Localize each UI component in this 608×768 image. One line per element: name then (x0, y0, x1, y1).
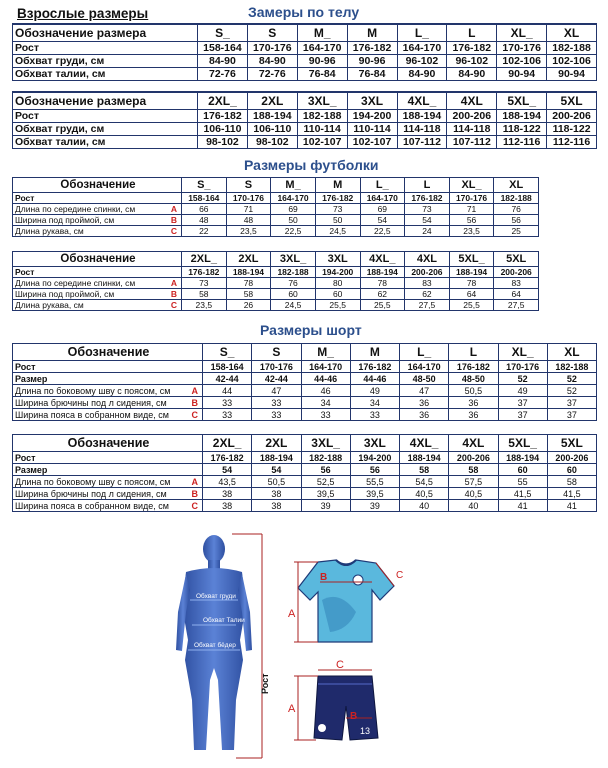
size-header-cell: M (347, 24, 397, 41)
size-header-cell: XL_ (497, 24, 547, 41)
table-cell: 188-194 (498, 452, 547, 464)
table-cell: 176-182 (198, 109, 248, 122)
table-cell: 44 (203, 385, 252, 397)
shorts-mark-b: B (350, 711, 358, 722)
table-cell: 38 (203, 500, 252, 512)
table-cell: 176-182 (347, 41, 397, 54)
table-cell: 26 (226, 300, 271, 311)
table-cell: 84-90 (397, 67, 447, 80)
table-cell: 170-176 (252, 361, 301, 373)
table-cell: 54 (405, 215, 450, 226)
table-cell: 36 (400, 409, 449, 421)
table-cell: 98-102 (247, 135, 297, 148)
table-cell: 42-44 (252, 373, 301, 385)
table-cell: 182-188 (271, 267, 316, 278)
table-cell: 23,5 (182, 300, 227, 311)
size-header-cell: L (447, 24, 497, 41)
table-cell: 38 (252, 500, 301, 512)
shorts-number: 13 (360, 726, 371, 736)
table-cell: 76 (271, 278, 316, 289)
row-label: Длина по боковому шву с поясом, см (15, 476, 171, 487)
table-cell: 107-112 (447, 135, 497, 148)
table-cell: 41 (498, 500, 547, 512)
section-title-shorts: Размеры шорт (260, 322, 362, 338)
table-cell: 46 (301, 385, 350, 397)
section-title-tshirt: Размеры футболки (244, 157, 379, 173)
table-cell: 36 (449, 409, 498, 421)
table-cell: 27,5 (405, 300, 450, 311)
size-header-cell: 5XL (547, 92, 597, 109)
table-cell: 42-44 (203, 373, 252, 385)
size-header-cell: XL (547, 344, 596, 361)
size-header-label: Обозначение (13, 344, 203, 361)
table-cell: 164-170 (297, 41, 347, 54)
table-cell: 44-46 (301, 373, 350, 385)
table-cell: 194-200 (315, 267, 360, 278)
waist-label: Обхват Талии (203, 617, 245, 624)
table-cell: 83 (405, 278, 450, 289)
row-label: Рост (15, 41, 39, 54)
row-label: Ширина пояса в собранном виде, см (15, 500, 169, 511)
table-cell: 158-164 (203, 361, 252, 373)
table-cell: 71 (226, 204, 271, 215)
table-cell: 54 (360, 215, 405, 226)
row-label: Рост (15, 193, 35, 203)
measure-mark: C (191, 409, 198, 420)
table-cell: 48 (182, 215, 227, 226)
table-cell: 22,5 (271, 226, 316, 237)
table-cell: 40,5 (449, 488, 498, 500)
table-cell: 33 (203, 409, 252, 421)
table-cell: 40 (449, 500, 498, 512)
table-cell: 24 (405, 226, 450, 237)
table-cell: 57,5 (449, 476, 498, 488)
table-cell: 24,5 (271, 300, 316, 311)
table-cell: 60 (547, 464, 596, 476)
table-cell: 114-118 (397, 122, 447, 135)
table-cell: 40 (400, 500, 449, 512)
table-cell: 69 (271, 204, 316, 215)
table-cell: 50,5 (252, 476, 301, 488)
table-cell: 39 (350, 500, 399, 512)
table-cell: 25,5 (449, 300, 494, 311)
table-cell: 200-206 (494, 267, 539, 278)
size-header-cell: 4XL_ (397, 92, 447, 109)
table-cell: 176-182 (315, 193, 360, 204)
size-header-cell: 3XL_ (297, 92, 347, 109)
size-header-cell: M (315, 178, 360, 193)
size-header-cell: L (405, 178, 450, 193)
table-cell: 200-206 (405, 267, 450, 278)
table-cell: 73 (405, 204, 450, 215)
size-header-label: Обозначение (13, 252, 182, 267)
table-cell: 176-182 (449, 361, 498, 373)
measure-mark: A (191, 476, 198, 487)
size-header-cell: 2XL_ (182, 252, 227, 267)
table-cell: 170-176 (226, 193, 271, 204)
table-cell: 176-182 (203, 452, 252, 464)
table-cell: 52 (547, 373, 596, 385)
table-cell: 182-188 (301, 452, 350, 464)
table-cell: 38 (203, 488, 252, 500)
page-title: Взрослые размеры (17, 6, 149, 21)
table-cell: 52 (498, 373, 547, 385)
table-cell: 188-194 (497, 109, 547, 122)
table-cell: 200-206 (447, 109, 497, 122)
size-header-cell: 4XL (405, 252, 450, 267)
row-label: Длина по середине спинки, см (15, 278, 136, 288)
table-cell: 83 (494, 278, 539, 289)
row-label: Длина по боковому шву с поясом, см (15, 385, 171, 396)
table-cell: 56 (350, 464, 399, 476)
measure-mark: C (170, 226, 177, 236)
size-header-cell: 3XL_ (271, 252, 316, 267)
size-header-cell: 5XL_ (449, 252, 494, 267)
table-cell: 33 (252, 409, 301, 421)
table-cell: 55,5 (350, 476, 399, 488)
row-label: Размер (15, 464, 48, 475)
table-cell: 23,5 (449, 226, 494, 237)
size-header-cell: 2XL_ (198, 92, 248, 109)
table-cell: 37 (547, 397, 596, 409)
table-cell: 33 (350, 409, 399, 421)
table-cell: 73 (182, 278, 227, 289)
table-cell: 33 (203, 397, 252, 409)
size-header-cell: 3XL (347, 92, 397, 109)
size-header-cell: 5XL (547, 435, 596, 452)
row-label: Обхват талии, см (15, 135, 106, 148)
table-cell: 176-182 (405, 193, 450, 204)
size-header-cell: XL (547, 24, 597, 41)
table-cell: 182-188 (494, 193, 539, 204)
table-cell: 33 (301, 409, 350, 421)
size-header-cell: XL (494, 178, 539, 193)
table-cell: 36 (400, 397, 449, 409)
measure-mark: B (191, 488, 198, 499)
table-cell: 84-90 (198, 54, 248, 67)
table-cell: 158-164 (198, 41, 248, 54)
table-cell: 188-194 (397, 109, 447, 122)
table-cell: 44-46 (350, 373, 399, 385)
table-cell: 90-94 (547, 67, 597, 80)
size-header-cell: 2XL (247, 92, 297, 109)
table-cell: 176-182 (182, 267, 227, 278)
table-cell: 48-50 (449, 373, 498, 385)
table-cell: 55 (498, 476, 547, 488)
table-cell: 194-200 (350, 452, 399, 464)
table-cell: 170-176 (449, 193, 494, 204)
table-cell: 112-116 (547, 135, 597, 148)
size-header-cell: S_ (198, 24, 248, 41)
table-cell: 73 (315, 204, 360, 215)
table-cell: 118-122 (547, 122, 597, 135)
row-label: Размер (15, 373, 48, 384)
tshirt-icon (298, 560, 394, 642)
table-cell: 34 (301, 397, 350, 409)
table-cell: 102-106 (547, 54, 597, 67)
size-header-cell: S_ (203, 344, 252, 361)
table-cell: 48-50 (400, 373, 449, 385)
table-cell: 62 (405, 289, 450, 300)
measure-mark: B (170, 289, 177, 299)
table-cell: 78 (360, 278, 405, 289)
table-cell: 96-102 (397, 54, 447, 67)
table-cell: 47 (400, 385, 449, 397)
size-header-cell: S (226, 178, 271, 193)
table-cell: 37 (498, 397, 547, 409)
table-cell: 49 (350, 385, 399, 397)
size-header-cell: 2XL (252, 435, 301, 452)
measure-mark: B (170, 215, 177, 225)
table-cell: 170-176 (497, 41, 547, 54)
table-cell: 106-110 (198, 122, 248, 135)
table-cell: 98-102 (198, 135, 248, 148)
table-cell: 84-90 (247, 54, 297, 67)
table-cell: 80 (315, 278, 360, 289)
size-header-label: Обозначение (13, 178, 182, 193)
table-cell: 50,5 (449, 385, 498, 397)
table-cell: 22,5 (360, 226, 405, 237)
table-cell: 90-96 (297, 54, 347, 67)
table-cell: 76-84 (347, 67, 397, 80)
size-header-cell: 5XL_ (498, 435, 547, 452)
row-label: Ширина брючины под л сидения, см (15, 488, 167, 499)
table-cell: 25,5 (360, 300, 405, 311)
measure-mark: A (191, 385, 198, 396)
size-header-cell: S (247, 24, 297, 41)
size-header-cell: XL_ (449, 178, 494, 193)
table-cell: 182-188 (547, 361, 596, 373)
section-title-body: Замеры по телу (248, 4, 360, 20)
tshirt-mark-c: C (396, 570, 404, 581)
table-cell: 24,5 (315, 226, 360, 237)
measure-mark: C (170, 300, 177, 310)
table-cell: 114-118 (447, 122, 497, 135)
table-cell: 60 (315, 289, 360, 300)
table-cell: 72-76 (247, 67, 297, 80)
table-cell: 47 (252, 385, 301, 397)
table-cell: 58 (182, 289, 227, 300)
table-cell: 60 (498, 464, 547, 476)
size-header-cell: S (252, 344, 301, 361)
size-header-cell: 3XL_ (301, 435, 350, 452)
table-cell: 37 (547, 409, 596, 421)
table-cell: 164-170 (360, 193, 405, 204)
table-cell: 58 (449, 464, 498, 476)
table-cell: 38 (252, 488, 301, 500)
table-cell: 76-84 (297, 67, 347, 80)
size-header-cell: 3XL (350, 435, 399, 452)
size-header-label: Обозначение размера (13, 92, 198, 109)
table-cell: 188-194 (449, 267, 494, 278)
table-cell: 200-206 (547, 109, 597, 122)
measure-mark: A (170, 204, 177, 214)
row-label: Рост (15, 361, 36, 372)
table-cell: 39,5 (301, 488, 350, 500)
table-cell: 72-76 (198, 67, 248, 80)
table-cell: 96-102 (447, 54, 497, 67)
table-cell: 182-188 (547, 41, 597, 54)
table-cell: 41 (547, 500, 596, 512)
table-cell: 34 (350, 397, 399, 409)
size-header-cell: L (449, 344, 498, 361)
table-cell: 39,5 (350, 488, 399, 500)
table-cell: 84-90 (447, 67, 497, 80)
size-header-cell: 5XL_ (497, 92, 547, 109)
size-header-cell: S_ (182, 178, 227, 193)
measure-mark: B (191, 397, 198, 408)
row-label: Ширина брючины под л сидения, см (15, 397, 167, 408)
table-cell: 110-114 (297, 122, 347, 135)
table-cell: 66 (182, 204, 227, 215)
table-cell: 182-188 (297, 109, 347, 122)
table-cell: 194-200 (347, 109, 397, 122)
row-label: Рост (15, 109, 39, 122)
table-cell: 52,5 (301, 476, 350, 488)
measure-mark: A (170, 278, 177, 288)
table-cell: 188-194 (226, 267, 271, 278)
table-cell: 64 (449, 289, 494, 300)
table-cell: 52 (547, 385, 596, 397)
table-cell: 71 (449, 204, 494, 215)
row-label: Обхват талии, см (15, 67, 106, 80)
table-cell: 110-114 (347, 122, 397, 135)
row-label: Длина рукава, см (15, 300, 84, 310)
table-cell: 49 (498, 385, 547, 397)
table-cell: 62 (360, 289, 405, 300)
table-cell: 54,5 (400, 476, 449, 488)
table-cell: 37 (498, 409, 547, 421)
table-cell: 200-206 (547, 452, 596, 464)
table-cell: 41,5 (498, 488, 547, 500)
row-label: Ширина под проймой, см (15, 215, 115, 225)
size-header-cell: 4XL (447, 92, 497, 109)
table-cell: 22 (182, 226, 227, 237)
size-header-cell: 5XL (494, 252, 539, 267)
table-cell: 78 (226, 278, 271, 289)
size-header-label: Обозначение размера (13, 24, 198, 41)
size-header-cell: M_ (301, 344, 350, 361)
table-cell: 107-112 (397, 135, 447, 148)
table-cell: 164-170 (400, 361, 449, 373)
chest-label: Обхват груди (196, 593, 236, 600)
measure-mark: C (191, 500, 198, 511)
row-label: Обхват груди, см (15, 122, 105, 135)
table-cell: 60 (271, 289, 316, 300)
table-cell: 90-94 (497, 67, 547, 80)
hips-label: Обхват бёдер (194, 642, 236, 649)
table-cell: 69 (360, 204, 405, 215)
table-cell: 23,5 (226, 226, 271, 237)
table-cell: 164-170 (301, 361, 350, 373)
table-cell: 54 (252, 464, 301, 476)
table-cell: 170-176 (498, 361, 547, 373)
table-cell: 25,5 (315, 300, 360, 311)
tshirt-mark-b: B (320, 572, 328, 583)
table-cell: 27,5 (494, 300, 539, 311)
table-cell: 39 (301, 500, 350, 512)
table-cell: 25 (494, 226, 539, 237)
table-cell: 176-182 (447, 41, 497, 54)
table-cell: 200-206 (449, 452, 498, 464)
table-cell: 56 (494, 215, 539, 226)
table-cell: 188-194 (247, 109, 297, 122)
table-cell: 158-164 (182, 193, 227, 204)
table-cell: 112-116 (497, 135, 547, 148)
row-label: Рост (15, 267, 35, 277)
table-cell: 90-96 (347, 54, 397, 67)
size-header-cell: L_ (397, 24, 447, 41)
size-header-cell: 2XL_ (203, 435, 252, 452)
table-cell: 56 (301, 464, 350, 476)
table-cell: 188-194 (252, 452, 301, 464)
table-cell: 188-194 (360, 267, 405, 278)
row-label: Рост (15, 452, 36, 463)
table-cell: 102-107 (347, 135, 397, 148)
table-cell: 40,5 (400, 488, 449, 500)
size-header-label: Обозначение (13, 435, 203, 452)
table-cell: 76 (494, 204, 539, 215)
size-header-cell: 4XL (449, 435, 498, 452)
row-label: Длина по середине спинки, см (15, 204, 136, 214)
tshirt-mark-a: A (288, 608, 296, 620)
table-cell: 56 (449, 215, 494, 226)
row-label: Длина рукава, см (15, 226, 84, 236)
shorts-mark-c: C (336, 659, 344, 671)
table-cell: 54 (203, 464, 252, 476)
size-header-cell: M (350, 344, 399, 361)
table-cell: 58 (547, 476, 596, 488)
table-cell: 33 (252, 397, 301, 409)
size-header-cell: 2XL (226, 252, 271, 267)
size-header-cell: L_ (400, 344, 449, 361)
table-cell: 58 (400, 464, 449, 476)
table-cell: 36 (449, 397, 498, 409)
table-cell: 64 (494, 289, 539, 300)
size-header-cell: M_ (271, 178, 316, 193)
table-cell: 106-110 (247, 122, 297, 135)
table-cell: 43,5 (203, 476, 252, 488)
table-cell: 164-170 (271, 193, 316, 204)
size-header-cell: XL_ (498, 344, 547, 361)
table-cell: 170-176 (247, 41, 297, 54)
row-label: Ширина под проймой, см (15, 289, 115, 299)
shorts-mark-a: A (288, 703, 296, 715)
table-cell: 50 (271, 215, 316, 226)
table-cell: 176-182 (350, 361, 399, 373)
size-header-cell: 3XL (315, 252, 360, 267)
row-label: Обхват груди, см (15, 54, 105, 67)
size-header-cell: 4XL_ (360, 252, 405, 267)
size-header-cell: L_ (360, 178, 405, 193)
table-cell: 58 (226, 289, 271, 300)
table-cell: 102-107 (297, 135, 347, 148)
size-header-cell: M_ (297, 24, 347, 41)
size-header-cell: 4XL_ (400, 435, 449, 452)
table-cell: 118-122 (497, 122, 547, 135)
table-cell: 48 (226, 215, 271, 226)
table-cell: 50 (315, 215, 360, 226)
table-cell: 102-106 (497, 54, 547, 67)
table-cell: 188-194 (400, 452, 449, 464)
table-cell: 41,5 (547, 488, 596, 500)
height-label: Рост (260, 673, 270, 694)
table-cell: 164-170 (397, 41, 447, 54)
table-cell: 78 (449, 278, 494, 289)
row-label: Ширина пояса в собранном виде, см (15, 409, 169, 420)
